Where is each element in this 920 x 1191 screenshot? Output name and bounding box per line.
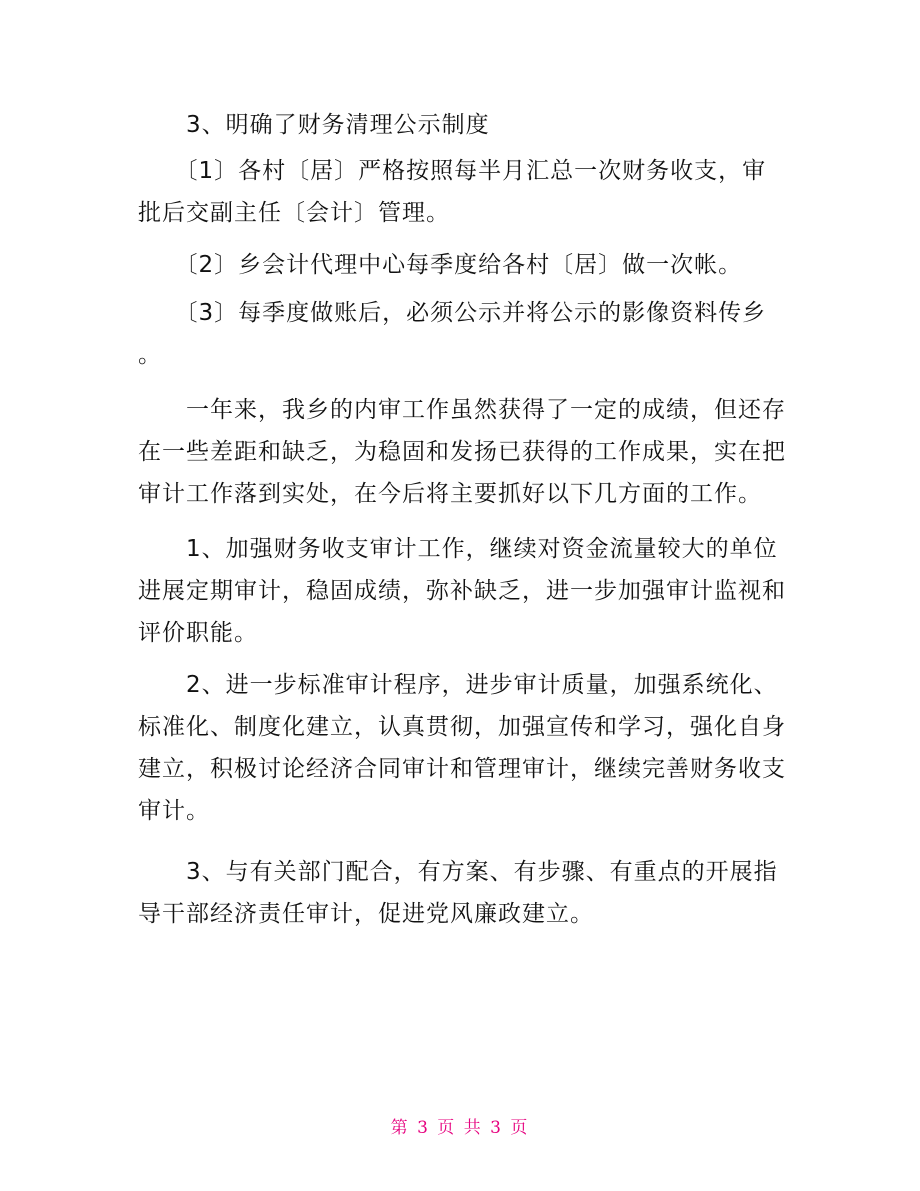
paragraph-item-3 (138, 292, 788, 376)
text-line: 审计工作落到实处，在今后将主要抓好以下几方面的工作。 (138, 481, 762, 507)
text-line: 3、明确了财务清理公示制度 (138, 112, 490, 138)
paragraph-plan-1 (138, 528, 788, 654)
text-line: 〔1〕各村〔居〕严格按照每半月汇总一次财务收支，审 (138, 158, 767, 184)
paragraph-plan-3 (138, 851, 788, 935)
text-line: 审计。 (138, 798, 210, 824)
text-line: 进展定期审计，稳固成绩，弥补缺乏，进一步加强审计监视和 (138, 578, 786, 604)
text-line: 评价职能。 (138, 620, 258, 646)
text-line: 2、进一步标准审计程序，进步审计质量，加强系统化、 (138, 672, 778, 698)
page-number-footer: 第 3 页 共 3 页 (390, 1118, 530, 1138)
text-line: 一年来，我乡的内审工作虽然获得了一定的成绩，但还存 (138, 397, 786, 423)
paragraph-item-1 (138, 150, 788, 234)
text-line: 建立，积极讨论经济合同审计和管理审计，继续完善财务收支 (138, 756, 786, 782)
text-line: 批后交副主任〔会计〕管理。 (138, 200, 450, 226)
text-line: 导干部经济责任审计，促进党风廉政建立。 (138, 901, 594, 927)
text-line: 〔3〕每季度做账后，必须公示并将公示的影像资料传乡 (138, 300, 767, 326)
text-line: 标准化、制度化建立，认真贯彻，加强宣传和学习，强化自身 (138, 714, 786, 740)
text-line: 1、加强财务收支审计工作，继续对资金流量较大的单位 (138, 536, 778, 562)
text-line: 3、与有关部门配合，有方案、有步骤、有重点的开展指 (138, 859, 778, 885)
paragraph-summary (138, 389, 788, 515)
text-line: 在一些差距和缺乏，为稳固和发扬已获得的工作成果，实在把 (138, 439, 786, 465)
text-line: 〔2〕乡会计代理中心每季度给各村〔居〕做一次帐。 (138, 252, 743, 278)
paragraph-disclosure-heading (138, 104, 788, 146)
paragraph-item-2 (138, 244, 788, 286)
text-line: 。 (138, 342, 162, 368)
paragraph-plan-2 (138, 664, 788, 832)
